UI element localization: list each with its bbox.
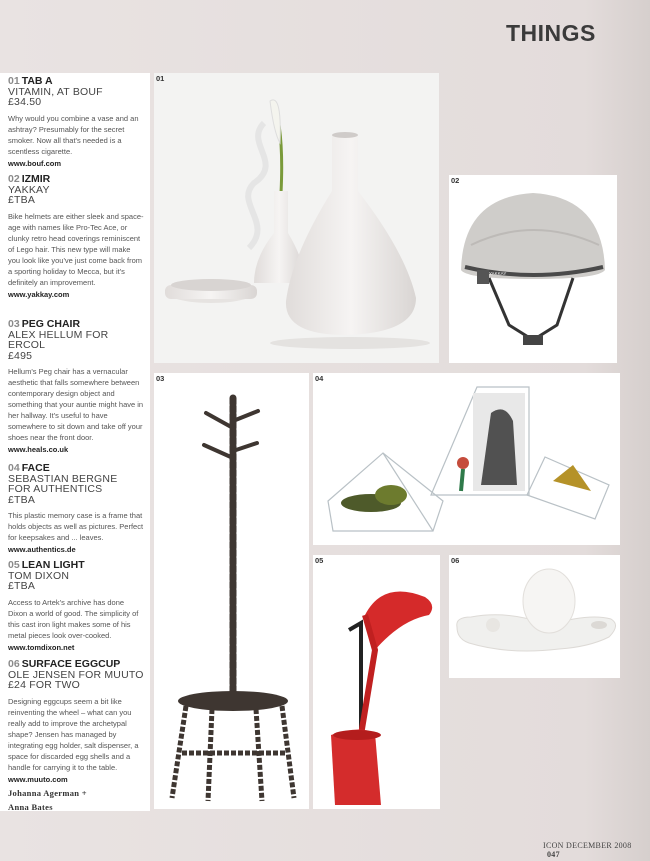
entry-izmir xyxy=(8,174,144,300)
entry-title: SURFACE EGGCUP xyxy=(21,658,121,670)
entry-surface-eggcup xyxy=(8,659,144,785)
entry-number: 03 xyxy=(8,318,20,330)
entry-description: Hellum's Peg chair has a vernacular aesthetic that falls somewhere between contemporary design object and something that your auntie might have in her hallway. It's useful to have somewhere to sit down and take off your shoes near the front door. xyxy=(8,367,144,442)
entry-tab-a xyxy=(8,76,144,169)
peg-chair-photo xyxy=(154,373,309,809)
entry-url[interactable]: www.bouf.com xyxy=(8,158,62,168)
helmet-brand-tag: YAKKAY xyxy=(489,271,507,276)
photo-panel-01 xyxy=(154,73,439,363)
entry-number: 01 xyxy=(8,75,20,87)
entry-lean-light xyxy=(8,560,144,653)
product-list-column xyxy=(0,73,150,811)
footer-magazine-date: ICON DECEMBER 2008 xyxy=(543,841,632,850)
entry-url[interactable]: www.muuto.com xyxy=(8,774,68,784)
entry-price: £495 xyxy=(8,349,33,362)
entry-maker: YAKKAY xyxy=(8,183,50,196)
helmet-photo xyxy=(449,175,617,363)
entry-maker: SEBASTIAN BERGNE xyxy=(8,472,118,485)
entry-title: IZMIR xyxy=(21,173,51,185)
panel-label: 02 xyxy=(451,176,460,185)
entry-price: £TBA xyxy=(8,194,36,206)
panel-label: 03 xyxy=(156,374,165,383)
entry-description: This plastic memory case is a frame that holds objects as well as pictures. Perfect for keepsakes and ... leaves. xyxy=(8,511,144,542)
entry-number: 06 xyxy=(8,658,20,670)
entry-title: PEG CHAIR xyxy=(21,318,81,330)
entry-description: Designing eggcups seem a bit like reinventing the wheel – what can you really add to improve the archetypal shape? Jensen has managed by integrating egg holder, salt dispenser, a space for discarded egg shells and a handle for carrying it to the table. xyxy=(8,696,139,772)
eggcup-photo xyxy=(449,555,620,678)
entry-face xyxy=(8,463,144,555)
panel-label: 06 xyxy=(451,556,460,565)
entry-maker: TOM DIXON xyxy=(8,569,70,582)
section-title: THINGS xyxy=(506,20,596,46)
photo-panel-04 xyxy=(313,373,620,545)
entry-description: Why would you combine a vase and an ashtray? Presumably for the secret smoker. Now all that's needed is a scentless cigarette. xyxy=(8,113,139,156)
entry-description: Bike helmets are either sleek and space-age with names like Pro-Tec Ace, or clunky retro head coverings reminiscent of Lego hair. This new type will make you look like you've just come back from a sporting holiday to Mecca, but it's definitely an improvement. xyxy=(8,211,144,287)
panel-label: 05 xyxy=(315,556,324,565)
author-line-1: Johanna Agerman + xyxy=(8,788,87,798)
entry-maker: VITAMIN, AT BOUF xyxy=(8,85,103,98)
entry-title: LEAN LIGHT xyxy=(21,559,85,571)
panel-label: 04 xyxy=(315,374,324,383)
entry-description: Access to Artek's archive has done Dixon a world of good. The simplicity of this cast iron light makes some of his metal pieces look over-cooked. xyxy=(8,597,139,640)
page-footer xyxy=(543,841,650,859)
entry-maker-line2: FOR AUTHENTICS xyxy=(8,483,103,495)
entry-title: TAB A xyxy=(21,75,53,87)
entry-maker: ALEX HELLUM FOR ERCOL xyxy=(8,328,109,351)
entry-price: £24 FOR TWO xyxy=(8,679,81,691)
entry-maker: OLE JENSEN FOR MUUTO xyxy=(8,668,144,681)
entry-price: £34.50 xyxy=(8,96,42,108)
photo-panel-02 xyxy=(449,175,617,363)
entry-url[interactable]: www.authentics.de xyxy=(8,545,76,554)
entry-price: £TBA xyxy=(8,493,36,506)
photo-panel-03 xyxy=(154,373,309,809)
author-line-2: Anna Bates xyxy=(8,802,53,812)
entry-price: £TBA xyxy=(8,580,36,592)
entry-number: 04 xyxy=(8,462,20,474)
panel-label: 01 xyxy=(156,74,165,83)
entry-url[interactable]: www.heals.co.uk xyxy=(8,445,69,454)
author-credit xyxy=(8,786,87,814)
entry-number: 02 xyxy=(8,173,20,185)
entry-title: FACE xyxy=(21,462,50,474)
vase-ashtray-photo xyxy=(154,73,439,363)
entry-url[interactable]: www.tomdixon.net xyxy=(8,642,75,652)
entry-peg-chair xyxy=(8,319,144,455)
photo-panel-05 xyxy=(313,555,440,809)
photo-panel-06 xyxy=(449,555,620,678)
entry-url[interactable]: www.yakkay.com xyxy=(8,289,70,299)
entry-number: 05 xyxy=(8,559,20,571)
page-number: 047 xyxy=(547,850,560,859)
lean-light-photo xyxy=(313,555,440,809)
memory-case-photo xyxy=(313,373,620,545)
